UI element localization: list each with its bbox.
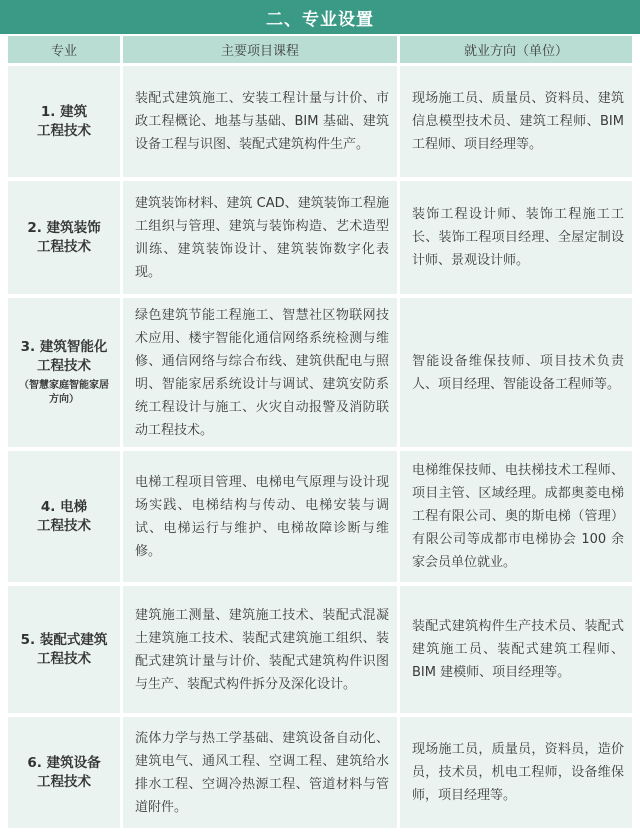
jobs-text: 智能设备维保技师、项目技术负责人、项目经理、智能设备工程师等。	[412, 353, 624, 392]
table-row-major	[8, 66, 120, 177]
header-jobs: 就业方向（单位）	[400, 36, 632, 63]
courses-text: 建筑施工测量、建筑施工技术、装配式混凝土建筑施工技术、装配式建筑施工组织、装配式建筑计量与计价、装配式建筑构件识图与生产、装配式构件拆分及深化设计。	[135, 607, 389, 692]
major-subtitle: （智慧家庭智能家居方向）	[19, 380, 109, 405]
major-name-line: 工程技术	[37, 517, 91, 534]
table-row-courses	[123, 717, 397, 828]
courses-text: 流体力学与热工学基础、建筑设备自动化、建筑电气、通风工程、空调工程、建筑给水排水工程、空调冷热源工程、管道材料与管道附件。	[135, 730, 389, 815]
major-name-line: 工程技术	[37, 238, 91, 255]
table-row-courses	[123, 451, 397, 582]
table-row-courses	[123, 66, 397, 177]
table-row-jobs	[400, 298, 632, 447]
table-row-courses	[123, 586, 397, 713]
jobs-text: 现场施工员，质量员，资料员，造价员，技术员，机电工程师，设备维保师，项目经理等。	[412, 742, 624, 803]
table-row-courses	[123, 298, 397, 447]
table-row-jobs	[400, 451, 632, 582]
table-row-jobs	[400, 586, 632, 713]
header-courses: 主要项目课程	[123, 36, 397, 63]
section-title: 二、专业设置	[266, 9, 374, 30]
section-title-bar	[0, 0, 640, 34]
major-name-line: 工程技术	[37, 122, 91, 139]
table-row-courses	[123, 181, 397, 294]
major-name-line: 工程技术	[37, 650, 91, 667]
courses-text: 电梯工程项目管理、电梯电气原理与设计现场实践、电梯结构与传动、电梯安装与调试、电梯运行与维护、电梯故障诊断与维修。	[135, 474, 389, 559]
major-name-line: 1. 建筑	[40, 103, 88, 120]
table-row-major	[8, 181, 120, 294]
major-name-line: 工程技术	[37, 773, 91, 790]
major-name-line: 工程技术	[37, 358, 91, 374]
major-name-line: 4. 电梯	[40, 498, 88, 515]
courses-text: 建筑装饰材料、建筑 CAD、建筑装饰工程施工组织与管理、建筑与装饰构造、艺术造型训练、建筑装饰设计、建筑装饰数字化表现。	[135, 195, 389, 280]
courses-text: 绿色建筑节能工程施工、智慧社区物联网技术应用、楼宇智能化通信网络系统检测与维修、通信网络与综合布线、建筑供配电与照明、智能家居系统设计与调试、建筑安防系统工程设计与施工、火灾自动报警及消防联动工程技术。	[135, 307, 389, 438]
table-row-major	[8, 451, 120, 582]
major-name-line: 2. 建筑装饰	[27, 219, 101, 236]
jobs-text: 装配式建筑构件生产技术员、装配式建筑施工员、装配式建筑工程师、BIM 建模师、项目经理等。	[412, 619, 624, 680]
jobs-text: 装饰工程设计师、装饰工程施工工长、装饰工程项目经理、全屋定制设计师、景观设计师。	[412, 207, 624, 268]
jobs-text: 现场施工员、质量员、资料员、建筑信息模型技术员、建筑工程师、BIM 工程师、项目经理等。	[412, 91, 624, 152]
table-row-jobs	[400, 181, 632, 294]
table-row-jobs	[400, 66, 632, 177]
major-name-line: 6. 建筑设备	[27, 754, 101, 771]
table-row-major	[8, 298, 120, 447]
table-row-major	[8, 717, 120, 828]
jobs-text: 电梯维保技师、电扶梯技术工程师、项目主管、区域经理。成都奥菱电梯工程有限公司、奥的斯电梯（管理）有限公司等成都市电梯协会 100 余家会员单位就业。	[412, 463, 624, 570]
header-major: 专业	[8, 36, 120, 63]
major-name-line: 5. 装配式建筑	[20, 631, 108, 648]
courses-text: 装配式建筑施工、安装工程计量与计价、市政工程概论、地基与基础、BIM 基础、建筑设备工程与识图、装配式建筑构件生产。	[135, 91, 389, 152]
table-row-major	[8, 586, 120, 713]
table-row-jobs	[400, 717, 632, 828]
major-name-line: 3. 建筑智能化	[20, 339, 108, 355]
